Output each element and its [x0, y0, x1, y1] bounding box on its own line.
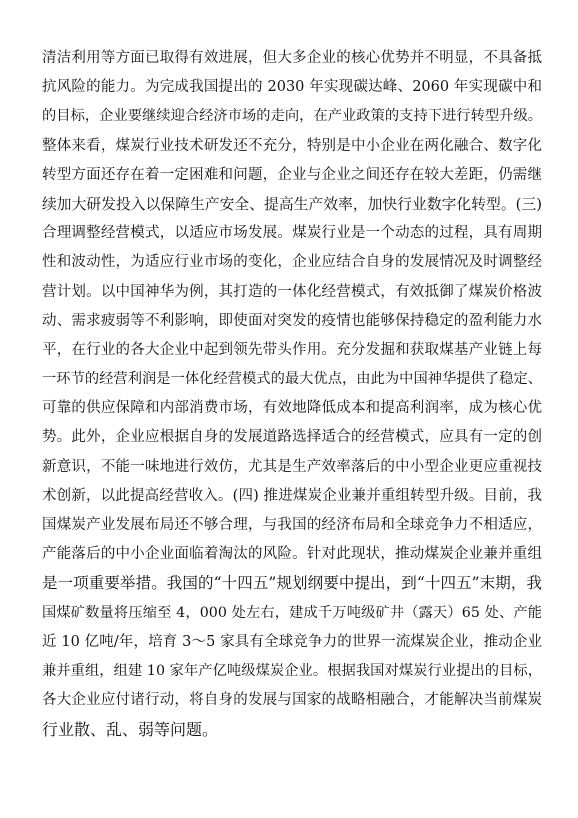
text-line: 营计划。以中国神华为例，其打造的一体化经营模式，有效抵御了煤炭价格波 — [42, 283, 542, 300]
text-line: 动、需求疲弱等不利影响，即使面对突发的疫情也能够保持稳定的盈利能力水 — [42, 312, 542, 329]
text-line: 国煤矿数量将压缩至 4，000 处左右，建成千万吨级矿井（露天）65 处、产能 — [42, 604, 542, 621]
text-line: 国煤炭产业发展布局还不够合理，与我国的经济布局和全球竞争力不相适应， — [42, 517, 542, 533]
text-line: 抗风险的能力。为完成我国提出的 2030 年实现碳达峰、2060 年实现碳中和 — [42, 79, 542, 96]
text-line: 性和波动性，为适应行业市场的变化，企业应结合自身的发展情况及时调整经 — [42, 254, 542, 271]
text-line: 一环节的经营利润是一体化经营模式的最大优点，由此为中国神华提供了稳定、 — [42, 371, 542, 388]
text-line: 新意识，不能一味地进行效仿，尤其是生产效率落后的中小型企业更应重视技 — [42, 458, 542, 475]
document-body — [42, 44, 542, 745]
text-line: 整体来看，煤炭行业技术研发还不充分，特别是中小企业在两化融合、数字化 — [42, 137, 542, 154]
text-line: 合理调整经营模式，以适应市场发展。煤炭行业是一个动态的过程，具有周期 — [42, 225, 542, 242]
text-line: 可靠的供应保障和内部消费市场，有效地降低成本和提高利润率，成为核心优 — [42, 400, 542, 417]
text-line: 兼并重组，组建 10 家年产亿吨级煤炭企业。根据我国对煤炭行业提出的目标， — [42, 662, 542, 679]
text-line: 行业散、乱、弱等问题。 — [42, 720, 219, 740]
text-line: 是一项重要举措。我国的“十四五”规划纲要中提出，到“十四五”末期，我 — [42, 574, 542, 593]
text-line: 清洁利用等方面已取得有效进展，但大多企业的核心优势并不明显，不具备抵 — [42, 50, 542, 66]
text-line: 平，在行业的各大企业中起到领先带头作用。充分发掘和获取煤基产业链上每 — [42, 341, 542, 358]
text-line: 产能落后的中小企业面临着淘汰的风险。针对此现状，推动煤炭企业兼并重组 — [42, 546, 542, 563]
text-line: 转型方面还存在着一定困难和问题，企业与企业之间还存在较大差距，仍需继 — [42, 166, 542, 183]
text-line: 势。此外，企业应根据自身的发展道路选择适合的经营模式，应具有一定的创 — [42, 429, 542, 446]
text-line: 的目标，企业要继续迎合经济市场的走向，在产业政策的支持下进行转型升级。 — [42, 108, 542, 125]
text-line: 各大企业应付诸行动，将自身的发展与国家的战略相融合，才能解决当前煤炭 — [42, 692, 542, 709]
text-line: 近 10 亿吨/年，培育 3～5 家具有全球竞争力的世界一流煤炭企业，推动企业 — [42, 633, 542, 650]
text-line: 术创新，以此提高经营收入。(四) 推进煤炭企业兼并重组转型升级。目前，我 — [42, 487, 542, 504]
text-line: 续加大研发投入以保障生产安全、提高生产效率，加快行业数字化转型。(三) — [42, 195, 542, 213]
